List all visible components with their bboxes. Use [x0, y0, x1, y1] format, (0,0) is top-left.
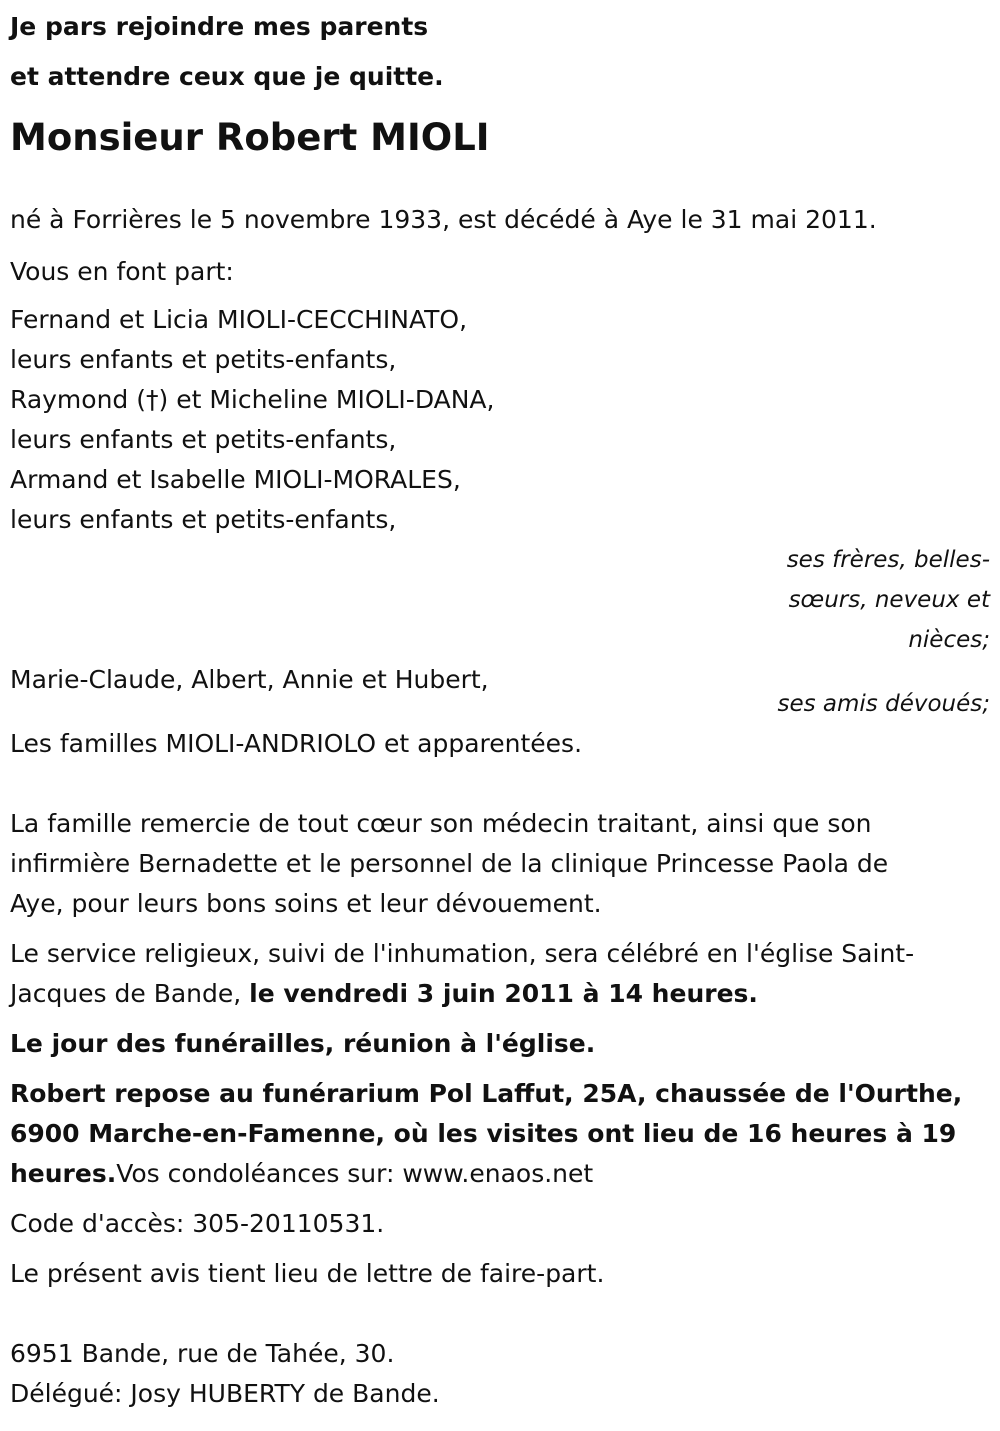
service-paragraph: [10, 934, 990, 1014]
family-line: leurs enfants et petits-enfants,: [10, 505, 397, 534]
friends-note: ses amis dévoués;: [777, 691, 990, 717]
family-line: Armand et Isabelle MIOLI-MORALES,: [10, 465, 461, 494]
condolences-line: Vos condoléances sur: www.enaos.net: [116, 1159, 594, 1188]
funerarium-line: Robert repose au funérarium Pol Laffut, 25A, chaussée de l'Ourthe,: [10, 1079, 963, 1108]
notice-line: Le présent avis tient lieu de lettre de faire-part.: [10, 1259, 605, 1288]
siblings-note-line: nièces;: [908, 627, 990, 653]
epigraph-line: Je pars rejoindre mes parents: [10, 12, 429, 41]
family-line: Fernand et Licia MIOLI-CECCHINATO,: [10, 305, 468, 334]
epigraph: [10, 2, 990, 102]
family-list: [10, 300, 990, 540]
meeting-line: Le jour des funérailles, réunion à l'église.: [10, 1029, 596, 1058]
family-line: leurs enfants et petits-enfants,: [10, 425, 397, 454]
funerarium-line: 6900 Marche-en-Famenne, où les visites ont lieu de 16 heures à 19: [10, 1119, 957, 1148]
epigraph-line: et attendre ceux que je quitte.: [10, 62, 444, 91]
service-location: Jacques de Bande,: [10, 979, 250, 1008]
funerarium-hours-end: heures.: [10, 1159, 117, 1188]
funerarium-line: [10, 1154, 990, 1194]
thanks-line: Aye, pour leurs bons soins et leur dévouement.: [10, 889, 602, 918]
footer: [10, 1334, 990, 1414]
announce-line: Vous en font part:: [10, 257, 234, 286]
siblings-note-line: sœurs, neveux et: [788, 587, 990, 613]
access-code: Code d'accès: 305-20110531.: [10, 1209, 385, 1238]
service-line: Le service religieux, suivi de l'inhumation, sera célébré en l'église Saint-: [10, 939, 915, 968]
thanks-line: infirmière Bernadette et le personnel de la clinique Princesse Paola de: [10, 849, 889, 878]
friends-block: [10, 660, 990, 724]
obituary-notice: [10, 0, 990, 1414]
birth-death-line: né à Forrières le 5 novembre 1933, est décédé à Aye le 31 mai 2011.: [10, 205, 877, 234]
delegate-line: Délégué: Josy HUBERTY de Bande.: [10, 1379, 440, 1408]
families-line: Les familles MIOLI-ANDRIOLO et apparentées.: [10, 729, 583, 758]
service-line: [10, 974, 990, 1014]
thanks-line: La famille remercie de tout cœur son médecin traitant, ainsi que son: [10, 809, 872, 838]
siblings-note: [750, 540, 990, 660]
siblings-note-line: ses frères, belles-: [786, 547, 990, 573]
family-line: leurs enfants et petits-enfants,: [10, 345, 397, 374]
funerarium-paragraph: [10, 1074, 990, 1194]
thanks-paragraph: [10, 804, 990, 924]
service-date: le vendredi 3 juin 2011 à 14 heures.: [249, 979, 758, 1008]
address-line: 6951 Bande, rue de Tahée, 30.: [10, 1339, 395, 1368]
friends-line: Marie-Claude, Albert, Annie et Hubert,: [10, 665, 489, 694]
family-line: Raymond (†) et Micheline MIOLI-DANA,: [10, 385, 495, 414]
deceased-name: Monsieur Robert MIOLI: [10, 116, 490, 159]
